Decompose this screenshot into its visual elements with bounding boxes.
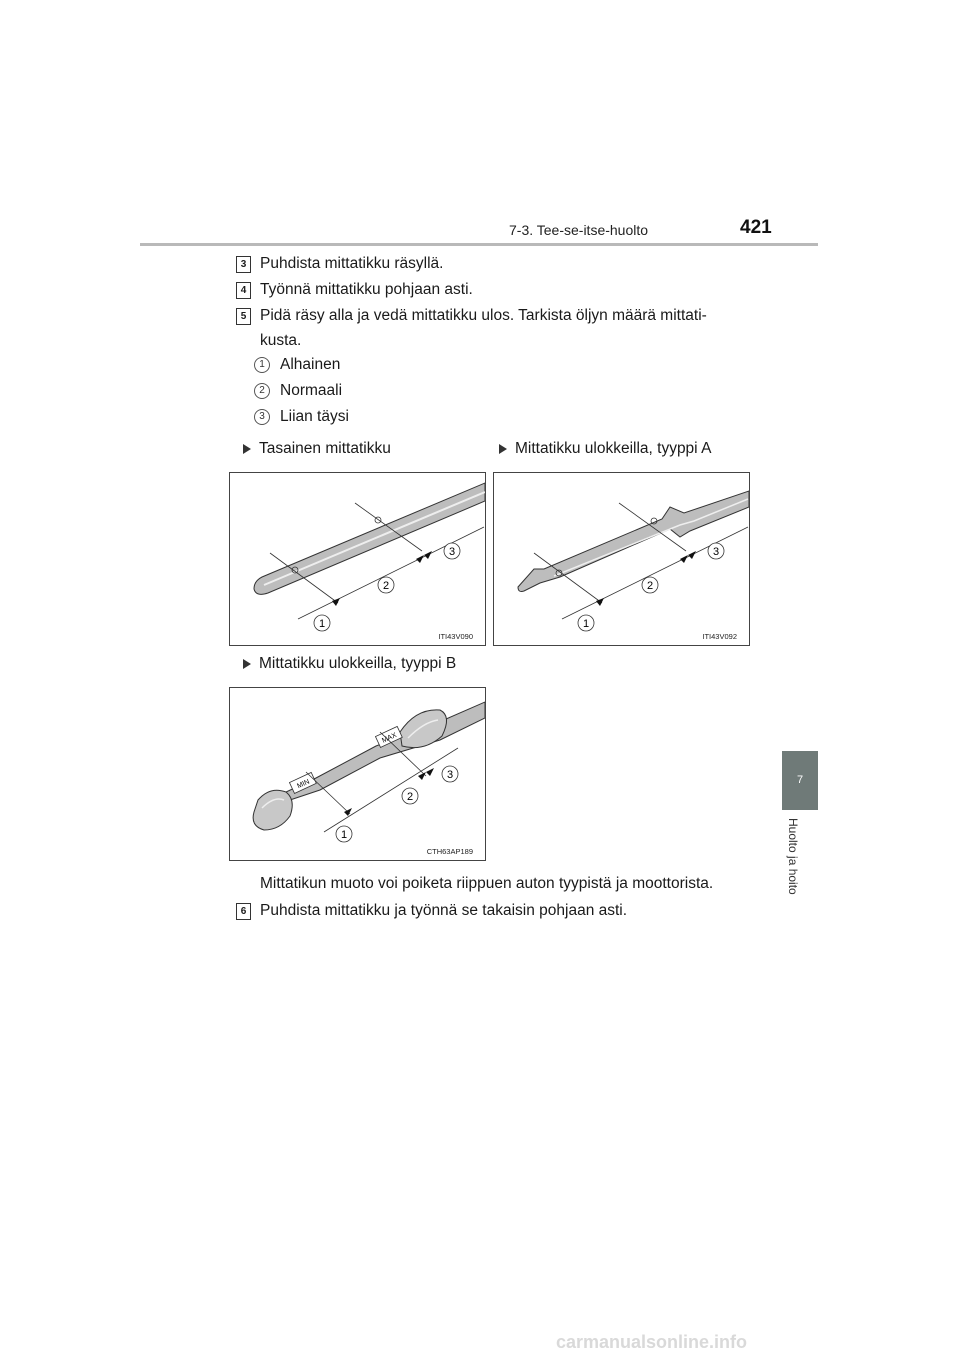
figure-2-callout-1: 1: [582, 618, 590, 630]
watermark: carmanualsonline.info: [556, 1332, 748, 1352]
figure-code: CTH63AP189: [426, 847, 473, 856]
step-5-text-line1: Pidä räsy alla ja vedä mittatikku ulos. Tarkista öljyn määrä mittati-: [260, 307, 707, 324]
figure-flat-dipstick: [229, 472, 486, 646]
figure-type-b-dipstick: [229, 687, 486, 861]
figure-2-callout-3: 3: [712, 546, 720, 558]
figure-3-callout-2: 2: [406, 791, 414, 803]
step-badge-3: 3: [236, 256, 251, 273]
step-4-text: Työnnä mittatikku pohjaan asti.: [260, 281, 473, 298]
figure-caption-flat: Tasainen mittatikku: [243, 440, 391, 458]
figure-1-callout-2: 2: [382, 580, 390, 592]
step-6-text: Puhdista mittatikku ja työnnä se takaisin pohjaan asti.: [260, 902, 628, 919]
step-badge-5: 5: [236, 308, 251, 325]
svg-text:MAX: MAX: [381, 731, 398, 745]
type-a-dipstick-illustration: [494, 473, 749, 645]
level-number-1: 1: [254, 357, 270, 373]
triangle-bullet-icon: [243, 659, 251, 669]
level-number-3: 3: [254, 409, 270, 425]
figure-code: ITI43V092: [702, 632, 737, 641]
figure-1-callout-3: 3: [448, 546, 456, 558]
level-label-3: Liian täysi: [280, 408, 349, 425]
figure-code: ITI43V090: [438, 632, 473, 641]
svg-text:MIN: MIN: [296, 778, 311, 791]
triangle-bullet-icon: [499, 444, 507, 454]
chapter-tab[interactable]: 7: [782, 751, 818, 810]
figure-type-a-dipstick: [493, 472, 750, 646]
figure-caption-type-b: Mittatikku ulokkeilla, tyyppi B: [243, 655, 456, 673]
step-badge-6: 6: [236, 903, 251, 920]
figure-1-callout-1: 1: [318, 618, 326, 630]
level-number-2: 2: [254, 383, 270, 399]
shape-note: Mittatikun muoto voi poiketa riippuen auton tyypistä ja moottorista.: [260, 875, 714, 892]
figure-2-callout-2: 2: [646, 580, 654, 592]
step-badge-4: 4: [236, 282, 251, 299]
flat-dipstick-illustration: [230, 473, 485, 645]
figure-caption-type-a: Mittatikku ulokkeilla, tyyppi A: [499, 440, 711, 458]
step-5-text-line2: kusta.: [260, 332, 302, 349]
figure-3-callout-1: 1: [340, 829, 348, 841]
step-3-text: Puhdista mittatikku räsyllä.: [260, 255, 444, 272]
figure-3-callout-3: 3: [446, 769, 454, 781]
chapter-tab-title: Huolto ja hoito: [786, 818, 800, 895]
level-label-2: Normaali: [280, 382, 343, 399]
type-b-dipstick-illustration: [230, 688, 485, 860]
level-label-1: Alhainen: [280, 356, 341, 373]
section-title: 7-3. Tee-se-itse-huolto: [509, 222, 649, 238]
triangle-bullet-icon: [243, 444, 251, 454]
page-number: 421: [740, 217, 772, 238]
header-rule: [140, 243, 818, 246]
